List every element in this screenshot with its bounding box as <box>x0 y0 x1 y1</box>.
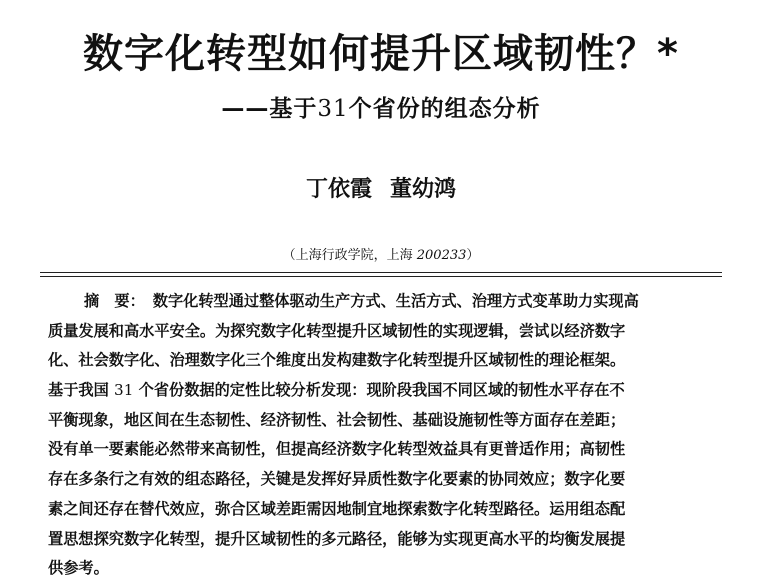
affiliation-prefix: （上海行政学院，上海 <box>282 248 413 263</box>
abstract-number: 31 <box>114 381 134 400</box>
abstract <box>48 287 712 578</box>
abstract-line: 供参考。 <box>48 559 109 578</box>
abstract-label: 摘 要： <box>84 292 145 310</box>
author-name: 丁依霞 <box>305 177 372 202</box>
author-list <box>0 172 762 203</box>
abstract-line-text: 数字化转型通过整体驱动生产方式、生活方式、治理方式变革助力实现高 <box>152 292 639 310</box>
affiliation-suffix: ） <box>466 248 480 263</box>
subtitle-suffix: 个省份的组态分析 <box>348 96 541 122</box>
subtitle-prefix: ——基于 <box>221 96 318 122</box>
abstract-line: 素之间还存在替代效应，弥合区域差距需因地制宜地探索数字化转型路径。运用组态配 <box>48 499 626 518</box>
affiliation-zip: 200233 <box>416 248 467 263</box>
divider-rule <box>40 276 722 277</box>
abstract-line: 存在多条行之有效的组态路径，关键是发挥好异质性数字化要素的协同效应；数字化要 <box>48 470 626 489</box>
abstract-line: 化、社会数字化、治理数字化三个维度出发构建数字化转型提升区域韧性的理论框架。 <box>48 351 626 370</box>
abstract-line: 平衡现象，地区间在生态韧性、经济韧性、社会韧性、基础设施韧性等方面存在差距； <box>48 410 626 429</box>
abstract-line: 没有单一要素能必然带来高韧性，但提高经济数字化转型效益具有更普适作用；高韧性 <box>48 440 626 459</box>
abstract-line: 置思想探究数字化转型，提升区域韧性的多元路径，能够为实现更高水平的均衡发展提 <box>48 529 626 548</box>
abstract-line: 质量发展和高水平安全。为探究数字化转型提升区域韧性的实现逻辑，尝试以经济数字 <box>48 321 626 340</box>
affiliation <box>0 244 762 263</box>
abstract-line-text: 个省份数据的定性比较分析发现：现阶段我国不同区域的韧性水平存在不 <box>138 381 625 400</box>
abstract-line <box>48 376 712 406</box>
divider-rule <box>40 272 722 273</box>
subtitle-number: 31 <box>317 96 349 122</box>
abstract-line <box>48 287 712 317</box>
paper-title: 数字化转型如何提升区域韧性？* <box>83 31 679 77</box>
paper-subtitle <box>0 90 762 123</box>
abstract-line-text: 基于我国 <box>48 381 109 400</box>
author-name: 董幼鸿 <box>390 177 457 202</box>
